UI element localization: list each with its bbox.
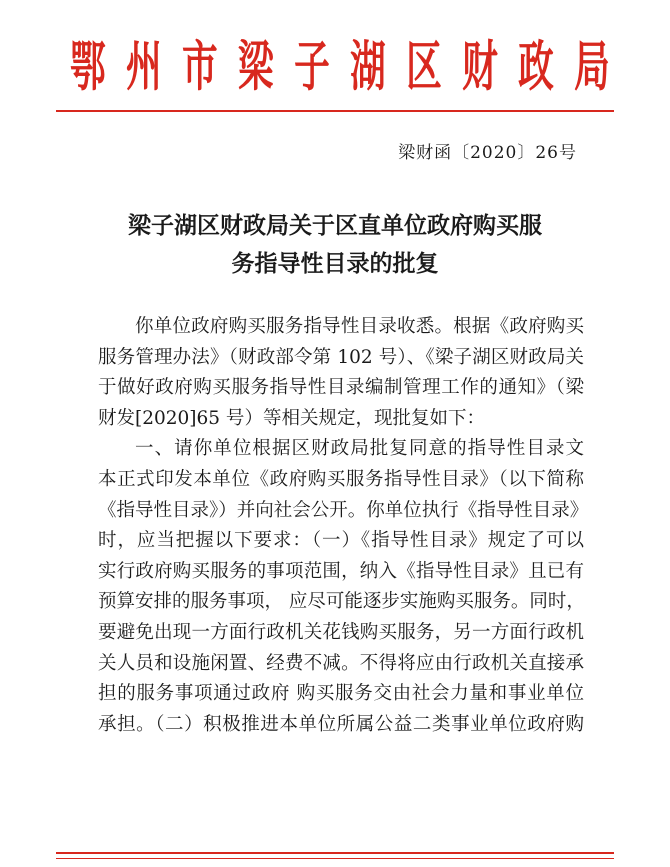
document-body: [98, 312, 589, 740]
footer-divider-thin: [56, 858, 614, 859]
body-line: 一、请你单位根据区财政局批复同意的指导性目录文: [135, 438, 584, 460]
letterhead-char: 湖: [350, 33, 386, 98]
letterhead-char: 区: [406, 33, 442, 98]
body-line: 关人员和设施闲置、经费不减。不得将应由行政机关直接承: [98, 652, 584, 674]
body-line: 实行政府购买服务的事项范围，纳入《指导性目录》且已有: [98, 560, 584, 582]
body-line: 《指导性目录》）并向社会公开。你单位执行《指导性目录》: [98, 499, 589, 521]
letterhead-char: 财: [462, 33, 498, 98]
body-line: 你单位政府购买服务指导性目录收悉。根据《政府购买: [135, 316, 584, 337]
document-title: [60, 207, 610, 283]
letterhead-char: 子: [294, 33, 330, 98]
letterhead-divider: [56, 110, 614, 112]
body-line: 服务管理办法》（财政部令第 102 号）、《梁子湖区财政局关: [98, 346, 584, 368]
body-line: 财发[2020]65 号）等相关规定，现批复如下：: [98, 407, 485, 429]
letterhead: [70, 22, 610, 102]
title-line-1: 梁子湖区财政局关于区直单位政府购买服: [128, 213, 542, 239]
footer-divider: [56, 852, 614, 854]
body-line: 承担。（二）积极推进本单位所属公益二类事业单位政府购: [98, 713, 584, 735]
body-line: 担的服务事项通过政府 购买服务交由社会力量和事业单位: [98, 683, 584, 705]
letterhead-char: 市: [182, 33, 218, 98]
letterhead-char: 梁: [238, 33, 274, 98]
letterhead-char: 局: [574, 33, 610, 98]
letterhead-char: 鄂: [70, 33, 106, 98]
body-line: 本正式印发本单位《政府购买服务指导性目录》（以下简称: [98, 468, 584, 490]
body-line: 预算安排的服务事项， 应尽可能逐步实施购买服务。同时，: [98, 591, 585, 613]
letterhead-char: 州: [126, 33, 162, 98]
title-line-2: 务指导性目录的批复: [231, 251, 439, 277]
body-line: 时，应当把握以下要求：（一）《指导性目录》规定了可以: [98, 530, 584, 552]
document-number: 梁财函〔2020〕26号: [398, 143, 577, 163]
letterhead-char: 政: [518, 33, 554, 98]
body-line: 于做好政府购买服务指导性目录编制管理工作的通知》（梁: [98, 377, 584, 399]
body-line: 要避免出现一方面行政机关花钱购买服务，另一方面行政机: [98, 621, 584, 643]
